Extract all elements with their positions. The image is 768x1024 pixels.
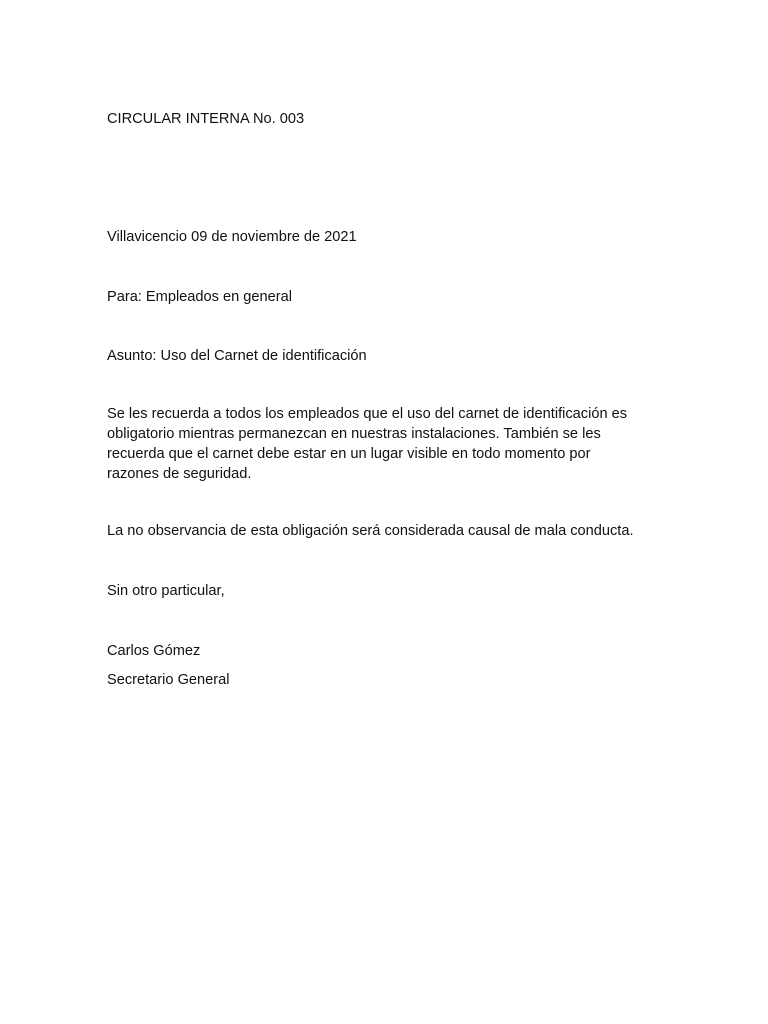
body-paragraph — [107, 404, 667, 484]
recipient-line: Para: Empleados en general — [107, 289, 292, 305]
place-date: Villavicencio 09 de noviembre de 2021 — [107, 229, 357, 245]
body-line: recuerda que el carnet debe estar en un lugar visible en todo momento por — [107, 446, 591, 462]
closing-line: Sin otro particular, — [107, 583, 225, 599]
body-line: razones de seguridad. — [107, 466, 252, 482]
warning-paragraph: La no observancia de esta obligación será considerada causal de mala conducta. — [107, 523, 634, 539]
signer-name: Carlos Gómez — [107, 643, 201, 659]
subject-line: Asunto: Uso del Carnet de identificación — [107, 348, 367, 364]
document-title: CIRCULAR INTERNA No. 003 — [107, 111, 305, 127]
body-line: Se les recuerda a todos los empleados que el uso del carnet de identificación es — [107, 406, 628, 422]
body-line: obligatorio mientras permanezcan en nuestras instalaciones. También se les — [107, 426, 601, 442]
signer-title: Secretario General — [107, 672, 230, 688]
